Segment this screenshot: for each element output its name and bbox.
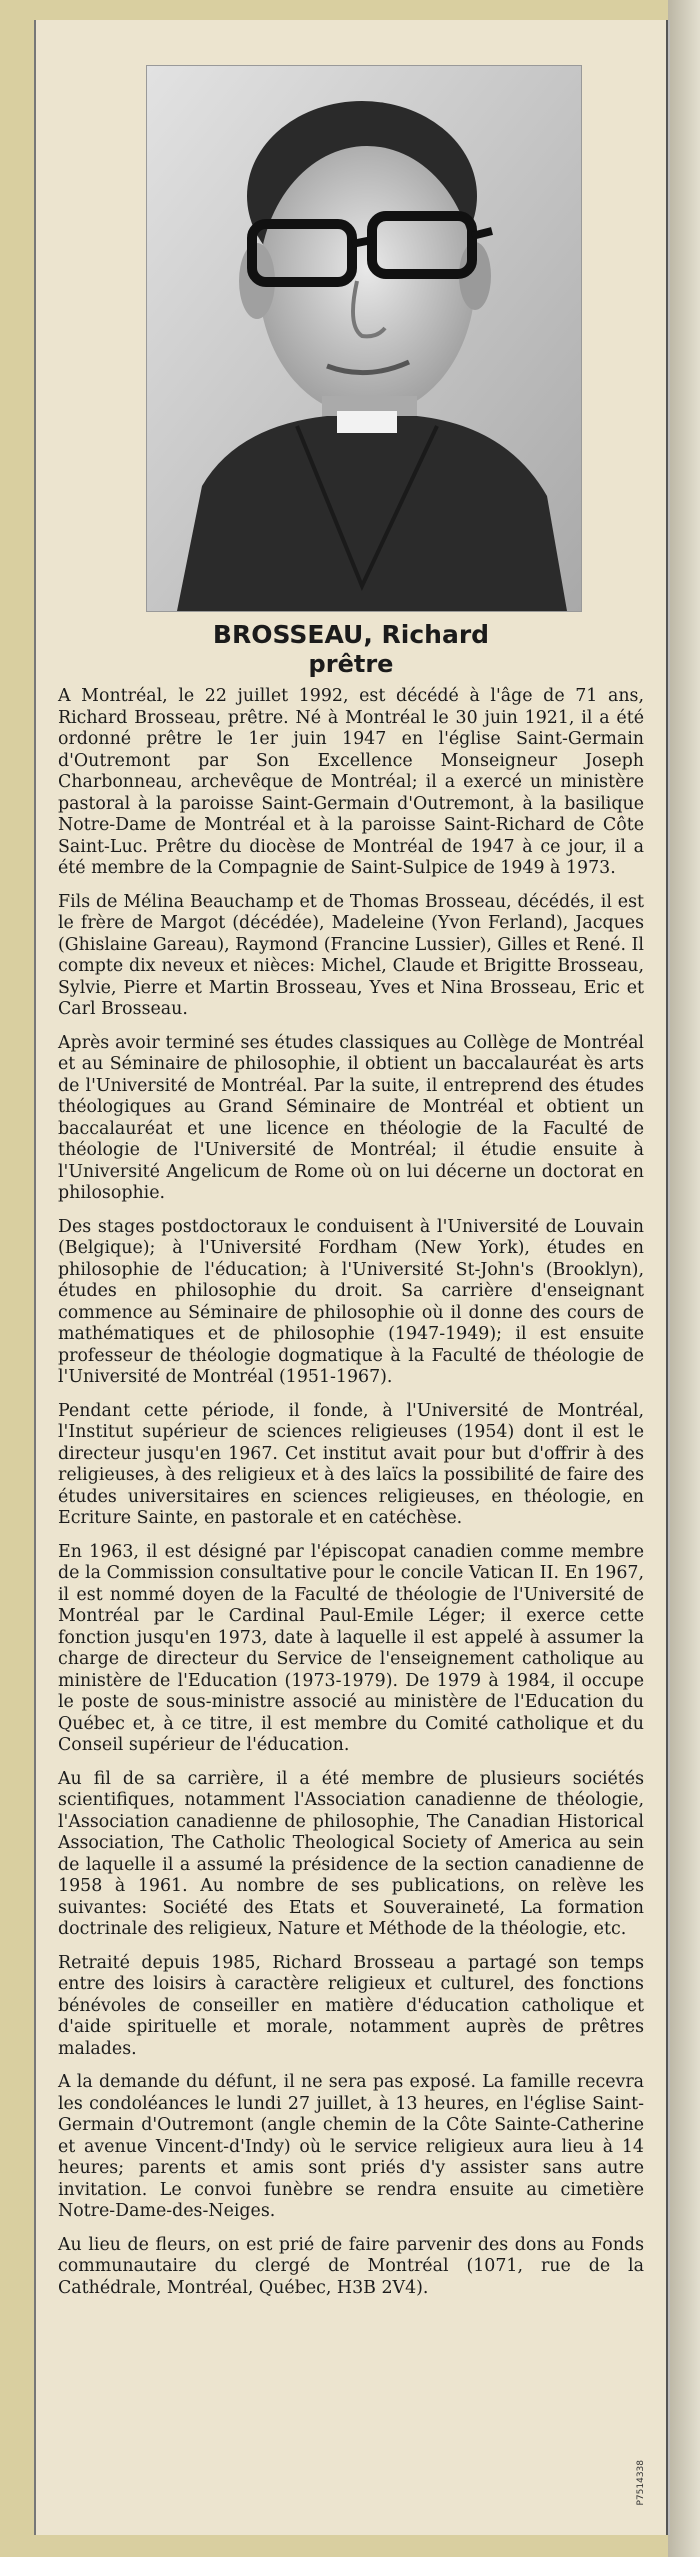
paragraph-funeral: A la demande du défunt, il ne sera pas exposé. La famille recevra les condoléances le lundi 27 juillet, à 13 heures, en l'église Saint-Germain d'Outremont (angle chemin de la Côte Sainte-Catherine et avenue Vincent-d'Indy) où le service religieux aura lieu à 14 heures; parents et amis sont priés d'y assister sans autre invitation. Le convoi funèbre se rendra ensuite au cimetière Notre-Dame-des-Neiges. bbox=[58, 2072, 644, 2221]
paragraph-education: Après avoir terminé ses études classiques au Collège de Montréal et au Séminaire de philosophie, il obtient un baccalauréat ès arts de l'Université de Montréal. Par la suite, il entreprend des études théologiques au Grand Séminaire de Montréal et obtient un baccalauréat et une licence en théologie de la Faculté de théologie de l'Université de Montréal; il étudie ensuite à l'Université Angelicum de Rome où on lui décerne un doctorat en philosophie. bbox=[58, 1032, 644, 1203]
obituary-clipping bbox=[34, 20, 668, 2535]
deceased-name: BROSSEAU, Richard bbox=[212, 620, 490, 649]
paragraph-institute: Pendant cette période, il fonde, à l'Université de Montréal, l'Institut supérieur de sciences religieuses (1954) dont il est le directeur jusqu'en 1967. Cet institut avait pour but d'offrir à des religieuses, à des religieux et à des laïcs la possibilité de faire des études universitaires en sciences religieuses, en théologie, en Ecriture Sainte, en pastorale et en catéchèse. bbox=[58, 1400, 644, 1528]
portrait-photo bbox=[146, 65, 582, 612]
paragraph-career: En 1963, il est désigné par l'épiscopat canadien comme membre de la Commission consultative pour le concile Vatican II. En 1967, il est nommé doyen de la Faculté de théologie de l'Université de Montréal par le Cardinal Paul-Emile Léger; il exerce cette fonction jusqu'en 1973, date à laquelle il est appelé à assumer la charge de directeur du Service de l'enseignement catholique au ministère de l'Education (1973-1979). De 1979 à 1984, il occupe le poste de sous-ministre associé au ministère de l'Education du Québec et, à ce titre, il est membre du Comité catholique et du Conseil supérieur de l'éducation. bbox=[58, 1541, 644, 1755]
paragraph-donations: Au lieu de fleurs, on est prié de faire parvenir des dons au Fonds communautaire du clergé de Montréal (1071, rue de la Cathédrale, Montréal, Québec, H3B 2V4). bbox=[58, 2234, 644, 2298]
adjacent-page-edge bbox=[668, 0, 700, 2557]
paragraph-postdoctoral: Des stages postdoctoraux le conduisent à l'Université de Louvain (Belgique); à l'Université Fordham (New York), études en philosophie de l'éducation; à l'Université St-John's (Brooklyn), études en philosophie du droit. Sa carrière d'enseignant commence au Séminaire de philosophie où il donne des cours de mathématiques et de philosophie (1947-1949); il est ensuite professeur de théologie dogmatique à la Faculté de théologie de l'Université de Montréal (1951-1967). bbox=[58, 1216, 644, 1387]
paragraph-family: Fils de Mélina Beauchamp et de Thomas Brosseau, décédés, il est le frère de Margot (décédée), Madeleine (Yvon Ferland), Jacques (Ghislaine Gareau), Raymond (Francine Lussier), Gilles et René. Il compte dix neveux et nièces: Michel, Claude et Brigitte Brosseau, Sylvie, Pierre et Martin Brosseau, Yves et Nina Brosseau, Eric et Carl Brosseau. bbox=[58, 891, 644, 1019]
paragraph-societies: Au fil de sa carrière, il a été membre de plusieurs sociétés scientifiques, notamment l'Association canadienne de théologie, l'Association canadienne de philosophie, The Canadian Historical Association, The Catholic Theological Society of America au sein de laquelle il a assumé la présidence de la section canadienne de 1958 à 1961. Au nombre de ses publications, on relève les suivantes: Société des Etats et Souveraineté, La formation doctrinale des religieux, Nature et Méthode de la théologie, etc. bbox=[58, 1768, 644, 1939]
clipping-serial-number: P7514338 bbox=[636, 2460, 646, 2506]
paragraph-retirement: Retraité depuis 1985, Richard Brosseau a partagé son temps entre des loisirs à caractère religieux et culturel, des fonctions bénévoles de conseiller en matière d'éducation catholique et d'aide spirituelle et morale, notamment auprès de prêtres malades. bbox=[58, 1952, 644, 2059]
priest-portrait-image bbox=[147, 66, 581, 611]
deceased-title: prêtre bbox=[308, 650, 394, 678]
obituary-body bbox=[58, 686, 644, 2311]
paragraph-death-ordination: A Montréal, le 22 juillet 1992, est décédé à l'âge de 71 ans, Richard Brosseau, prêtre. Né à Montréal le 30 juin 1921, il a été ordonné prêtre le 1er juin 1947 en l'église Saint-Germain d'Outremont par Son Excellence Monseigneur Joseph Charbonneau, archevêque de Montréal; il a exercé un ministère pastoral à la paroisse Saint-Germain d'Outremont, à la basilique Notre-Dame de Montréal et à la paroisse Saint-Richard de Côte Saint-Luc. Prêtre du diocèse de Montréal de 1947 à ce jour, il a été membre de la Compagnie de Saint-Sulpice de 1949 à 1973. bbox=[58, 686, 644, 878]
